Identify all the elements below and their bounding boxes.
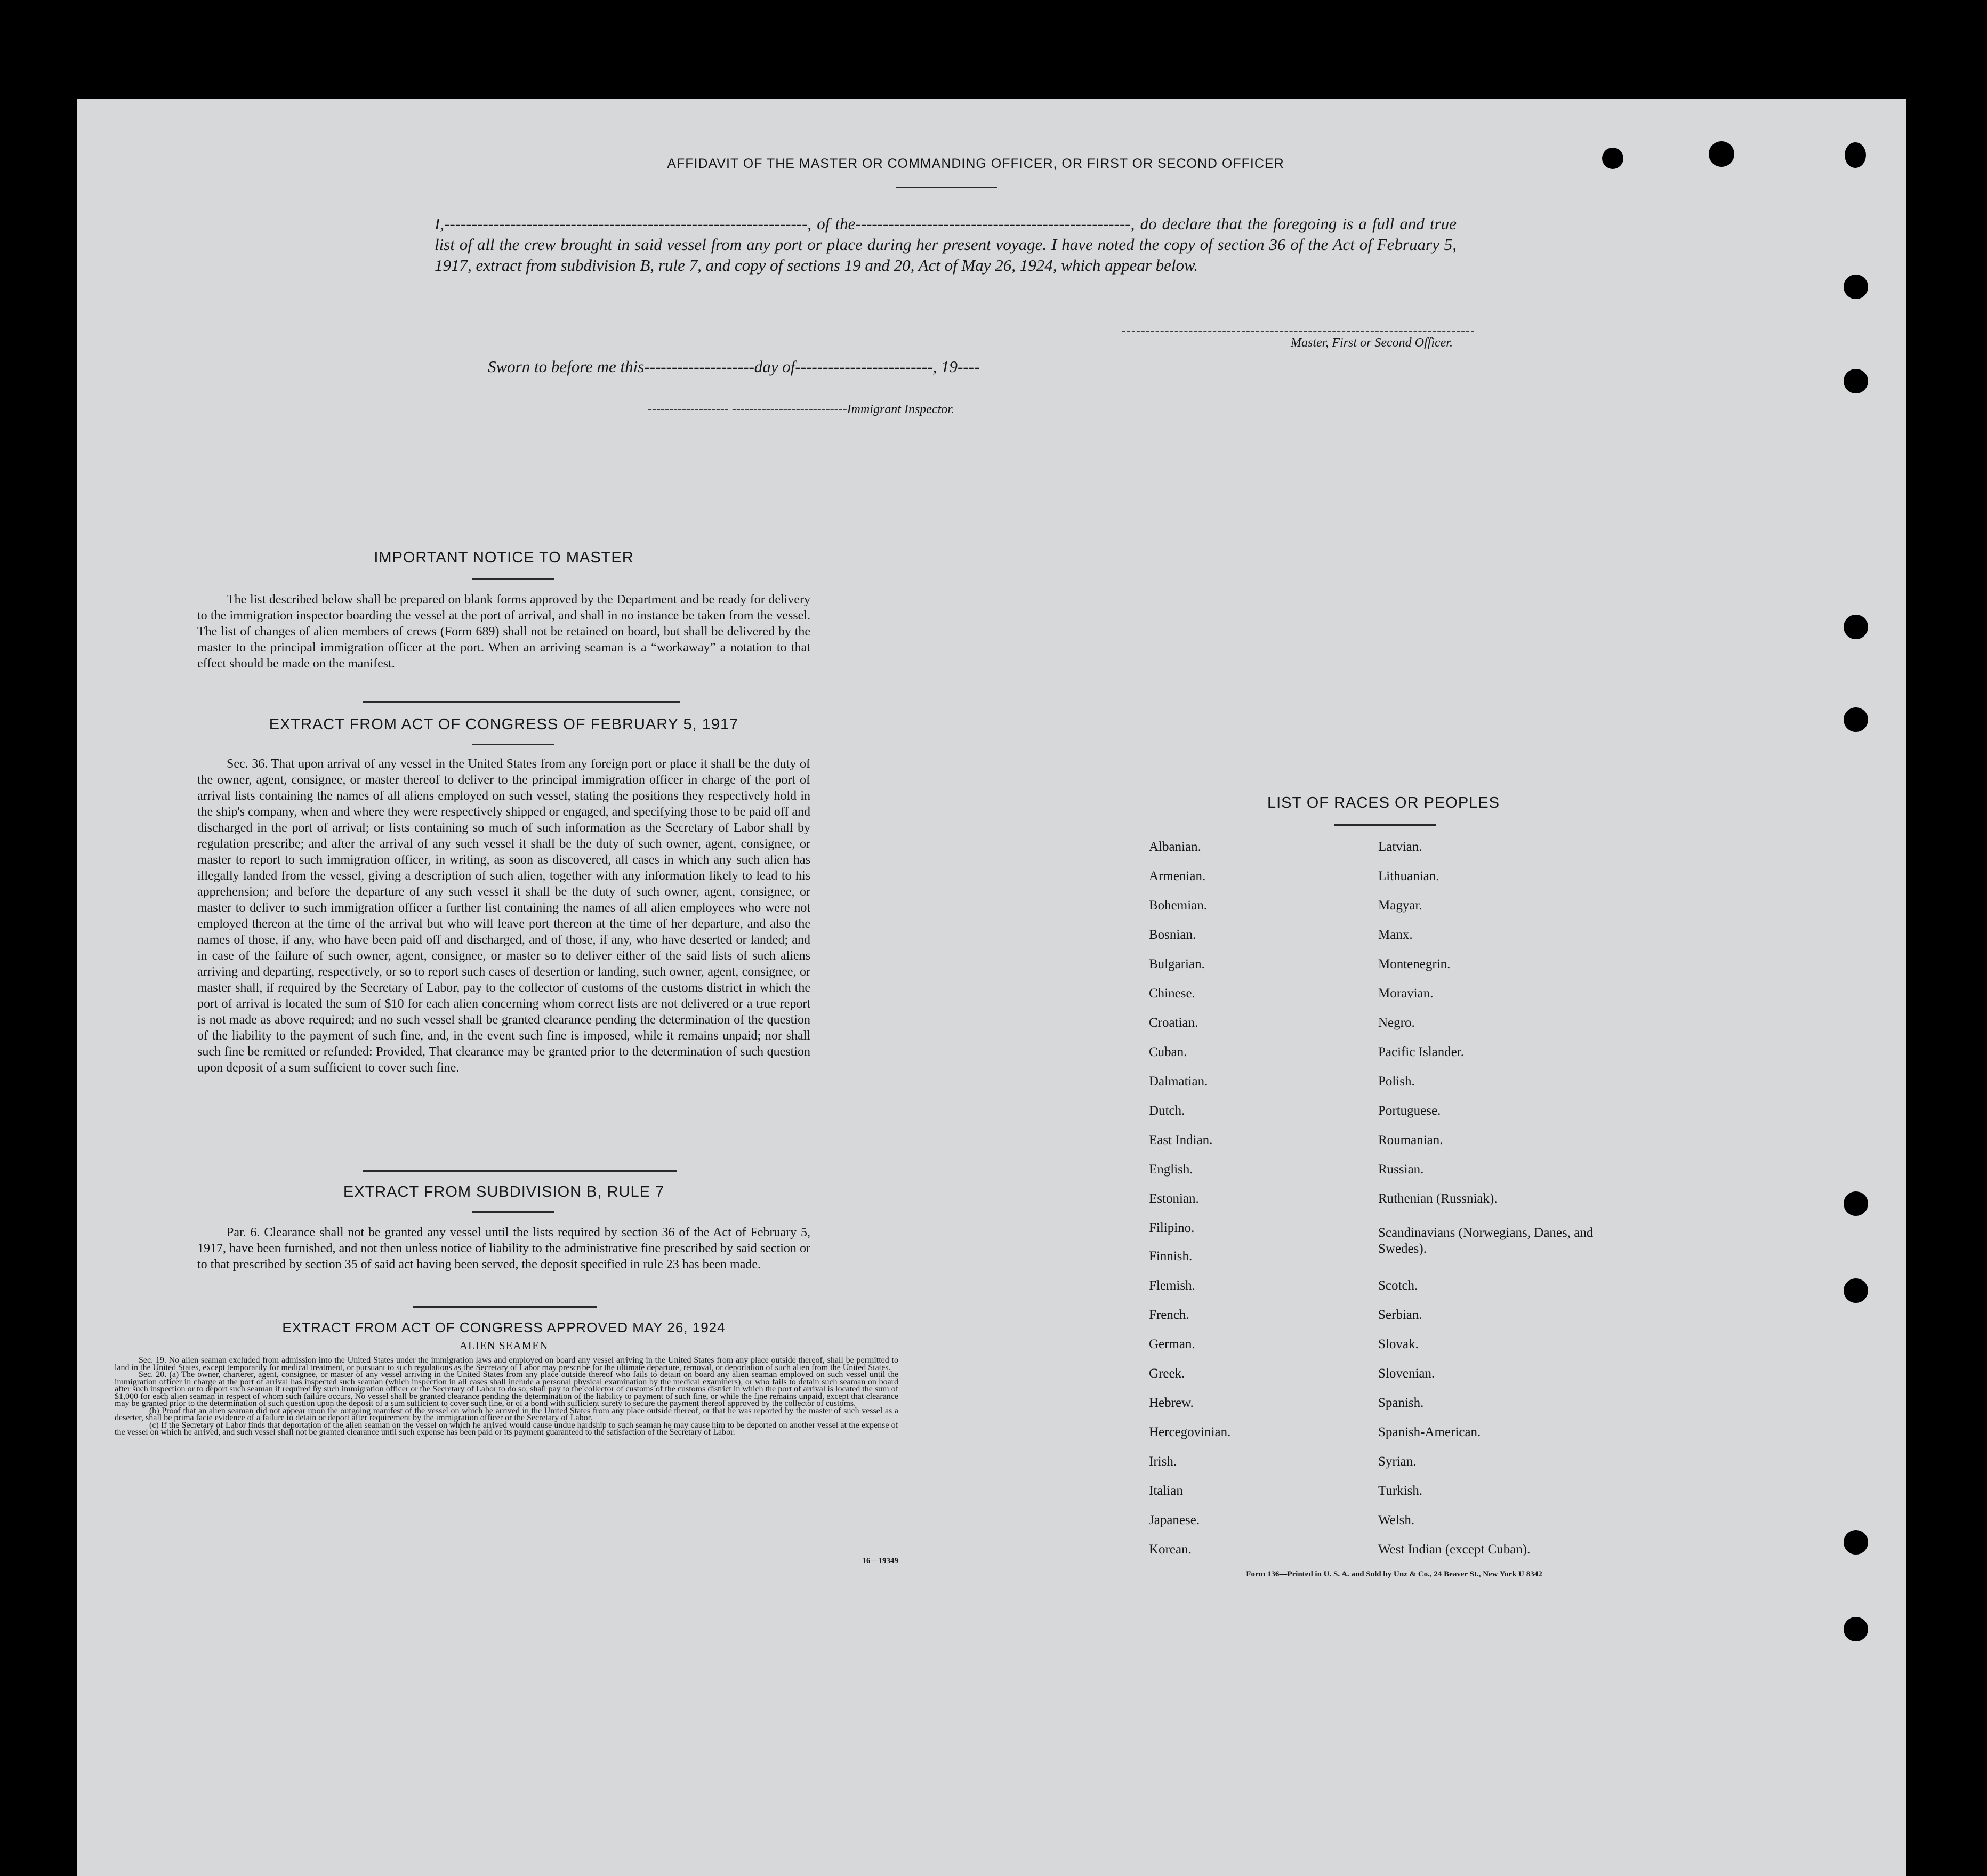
affidavit-title: AFFIDAVIT OF THE MASTER OR COMMANDING OFFICER, OR FIRST OR SECOND OFFICER <box>667 156 1284 171</box>
notice-text: The list described below shall be prepared on blank forms approved by the Department and be ready for delivery to the immigration inspector boarding the vessel at the port of arrival, and shall in no instance be taken from the vessel. The list of changes of alien members of crews (Form 689) shall not be retained on board, but shall be delivered by the master to the principal immigration officer at the port. When an arriving seaman is a “workaway” a notation to that effect should be made on the manifest. <box>197 593 810 671</box>
race-item: Japanese. <box>1149 1513 1200 1527</box>
race-item: Portuguese. <box>1378 1104 1441 1118</box>
race-item: Spanish. <box>1378 1396 1424 1410</box>
divider <box>472 578 554 580</box>
race-item: Chinese. <box>1149 986 1195 1001</box>
punch-hole <box>1844 275 1868 299</box>
immigrant-inspector-line: ------------------- ---------------------------Immigrant Inspector. <box>648 402 954 416</box>
race-item: Montenegrin. <box>1378 957 1451 971</box>
race-item: German. <box>1149 1337 1195 1351</box>
race-item: Hebrew. <box>1149 1396 1194 1410</box>
race-item: Slovenian. <box>1378 1366 1435 1381</box>
race-item: Pacific Islander. <box>1378 1045 1465 1059</box>
sworn-line: Sworn to before me this--------------------day of-------------------------, 19---- <box>488 357 980 376</box>
punch-hole <box>1844 615 1868 639</box>
race-item: Scotch. <box>1378 1278 1418 1293</box>
divider <box>896 187 997 188</box>
races-title: LIST OF RACES OR PEOPLES <box>1267 794 1500 811</box>
punch-hole <box>1844 707 1868 732</box>
race-item: Filipino. <box>1149 1221 1195 1235</box>
form-sheet <box>77 99 1906 1876</box>
race-item: Albanian. <box>1149 840 1201 854</box>
form-reference: 16—19349 <box>862 1557 898 1565</box>
race-item: Negro. <box>1378 1016 1415 1030</box>
punch-hole <box>1844 1617 1868 1641</box>
race-item: Irish. <box>1149 1454 1177 1469</box>
race-item: Armenian. <box>1149 869 1206 883</box>
race-item: Bulgarian. <box>1149 957 1205 971</box>
extract-1917-text: Sec. 36. That upon arrival of any vessel in the United States from any foreign port or place it shall be the duty of the owner, agent, consignee, or master thereof to deliver to the principal immigration officer in charge of the port of arrival lists containing the names of all aliens employed on such vessel, stating the positions they respectively hold in the ship's company, when and where they were respectively shipped or engaged, and specifying those to be paid off and discharged in the port of arrival; or lists containing so much of such information as the Secretary of Labor shall by regulation prescribe; and after the arrival of any such vessel it shall be the duty of such owner, agent, consignee, or master to report to such immigration officer, in writing, as soon as discovered, all cases in which any such alien has illegally landed from the vessel, giving a description of such alien, together with any information likely to lead to his apprehension; and before the departure of any such vessel it shall be the duty of such owner, agent, consignee, or master to deliver to such immigration officer a further list containing the names of all alien employees who were not employed thereon at the time of the arrival but who will leave port thereon at the time of her departure, and also the names of those, if any, who have been paid off and discharged, and of those, if any, who have deserted or landed; and in case of the failure of such owner, agent, consignee, or master so to deliver either of the said lists of such aliens arriving and departing, respectively, or so to report such cases of desertion or landing, such owner, agent, consignee, or master shall, if required by the Secretary of Labor, pay to the collector of customs of the customs district in which the port of arrival is located the sum of $10 for each alien concerning whom correct lists are not delivered or a true report is not made as above required; and no such vessel shall be granted clearance pending the determination of the question of the liability to the payment of such fine, and, in the event such fine is imposed, while it remains unpaid; nor shall such fine be remitted or refunded: Provided, That clearance may be granted prior to the determination of such question upon deposit of a sum sufficient to cover such fine. <box>197 757 810 1075</box>
race-item: Spanish-American. <box>1378 1425 1481 1439</box>
punch-hole <box>1709 141 1734 167</box>
race-item: Dalmatian. <box>1149 1074 1208 1089</box>
race-item: Hercegovinian. <box>1149 1425 1231 1439</box>
race-item: Ruthenian (Russniak). <box>1378 1191 1498 1206</box>
punch-hole <box>1844 1530 1868 1555</box>
punch-hole <box>1845 142 1866 168</box>
punch-hole <box>1844 369 1868 393</box>
race-item: Slovak. <box>1378 1337 1419 1351</box>
race-item: Latvian. <box>1378 840 1422 854</box>
divider <box>363 701 680 703</box>
divider <box>363 1170 677 1172</box>
punch-hole <box>1844 1278 1868 1303</box>
punch-hole <box>1844 1191 1868 1216</box>
race-item: Magyar. <box>1378 898 1422 913</box>
extract-rule7-text: Par. 6. Clearance shall not be granted any vessel until the lists required by section 36 of the Act of February 5, 1917, have been furnished, and not then unless notice of liability to the administrative fine prescribed by said section or to that prescribed by section 35 of said act having been served, the deposit specified in rule 23 has been made. <box>197 1226 810 1271</box>
race-item: Italian <box>1149 1484 1183 1498</box>
extract-1917-title: EXTRACT FROM ACT OF CONGRESS OF FEBRUARY 5, 1917 <box>269 716 739 733</box>
race-item: Welsh. <box>1378 1513 1415 1527</box>
extract-1924-text <box>115 1357 898 1436</box>
extract-1924-title: EXTRACT FROM ACT OF CONGRESS APPROVED MAY 26, 1924 <box>282 1319 726 1335</box>
sec20b-text: (b) Proof that an alien seaman did not appear upon the outgoing manifest of the vessel on which he arrived in the United States from any place outside thereof, or that he was reported by the master of such vessel as a deserter, shall be prima facie evidence of a failure to detain or deport after requirement by the immigration officer or the Secretary of Labor. <box>115 1406 898 1422</box>
race-item: Polish. <box>1378 1074 1415 1089</box>
race-item: English. <box>1149 1162 1193 1177</box>
race-item: West Indian (except Cuban). <box>1378 1542 1531 1557</box>
sec19-text: Sec. 19. No alien seaman excluded from admission into the United States under the immigration laws and employed on board any vessel arriving in the United States from any place outside thereof, shall be permitted to land in the United States, except temporarily for medical treatment, or pursuant to such regulations as the Secretary of Labor may prescribe for the ultimate departure, removal, or deportation of such alien from the United States. <box>115 1356 898 1372</box>
race-item: Syrian. <box>1378 1454 1417 1469</box>
race-item: Bohemian. <box>1149 898 1208 913</box>
divider <box>413 1306 597 1308</box>
race-item: Bosnian. <box>1149 928 1196 942</box>
race-item: Dutch. <box>1149 1104 1185 1118</box>
divider <box>472 744 554 745</box>
signature-label: Master, First or Second Officer. <box>1291 336 1453 350</box>
extract-1924-subtitle: ALIEN SEAMEN <box>459 1339 549 1352</box>
race-item: Greek. <box>1149 1366 1185 1381</box>
race-item: Korean. <box>1149 1542 1192 1557</box>
divider <box>472 1211 554 1213</box>
race-item: French. <box>1149 1308 1189 1322</box>
race-item: Turkish. <box>1378 1484 1423 1498</box>
signature-line <box>1122 331 1474 332</box>
extract-rule7-title: EXTRACT FROM SUBDIVISION B, RULE 7 <box>343 1183 665 1201</box>
sec20a-text: Sec. 20. (a) The owner, charterer, agent, consignee, or master of any vessel arriving in the United States from any place outside thereof who fails to detain on board any alien seaman employed on such vessel until the immigration officer in charge at the port of arrival has inspected such seaman (which inspection in all cases shall include a personal physical examination by the medical examiners), or who fails to detain such seaman on board after such inspection or to deport such seaman if required by such immigration officer or the Secretary of Labor to do so, shall pay to the collector of customs of the customs district in which the port of arrival is located the sum of $1,000 for each alien seaman in respect of whom such failure occurs. No vessel shall be granted clearance pending the determination of the liability to payment of such fine, or while the fine remains unpaid, except that clearance may be granted prior to the determination of such question upon the deposit of a sum sufficient to cover such fine, or of a bond with sufficient surety to secure the payment thereof approved by the collector of customs. <box>115 1370 898 1408</box>
divider <box>1334 824 1436 826</box>
printer-footer: Form 136—Printed in U. S. A. and Sold by Unz & Co., 24 Beaver St., New York U 8342 <box>1246 1570 1542 1579</box>
race-item: Estonian. <box>1149 1191 1199 1206</box>
punch-hole <box>1602 148 1623 169</box>
race-item: Cuban. <box>1149 1045 1187 1059</box>
race-item: Manx. <box>1378 928 1413 942</box>
race-item: Russian. <box>1378 1162 1424 1177</box>
race-item: Serbian. <box>1378 1308 1422 1322</box>
race-item: Flemish. <box>1149 1278 1195 1293</box>
race-item: Finnish. <box>1149 1249 1193 1263</box>
affidavit-declaration: I,------------------------------------------------------------------, of the--------------------------------------------------, do declare that the foregoing is a full and true list of all the crew brought in said vessel from any port or place during her present voyage. I have noted the copy of section 36 of the Act of February 5, 1917, extract from subdivision B, rule 7, and copy of sections 19 and 20, Act of May 26, 1924, which appear below. <box>435 214 1457 275</box>
race-item: Croatian. <box>1149 1016 1198 1030</box>
sec20c-text: (c) If the Secretary of Labor finds that deportation of the alien seaman on the vessel on which he arrived would cause undue hardship to such seaman he may cause him to be deported on another vessel at the expense of the vessel on which he arrived, and such vessel shall not be granted clearance until such expense has been paid or its payment guaranteed to the satisfaction of the Secretary of Labor. <box>115 1420 898 1437</box>
race-item: Moravian. <box>1378 986 1434 1001</box>
race-item: Lithuanian. <box>1378 869 1439 883</box>
race-item: Roumanian. <box>1378 1133 1443 1147</box>
race-item: East Indian. <box>1149 1133 1213 1147</box>
race-item: Scandinavians (Norwegians, Danes, and Swedes). <box>1378 1226 1594 1256</box>
notice-title: IMPORTANT NOTICE TO MASTER <box>374 549 634 566</box>
